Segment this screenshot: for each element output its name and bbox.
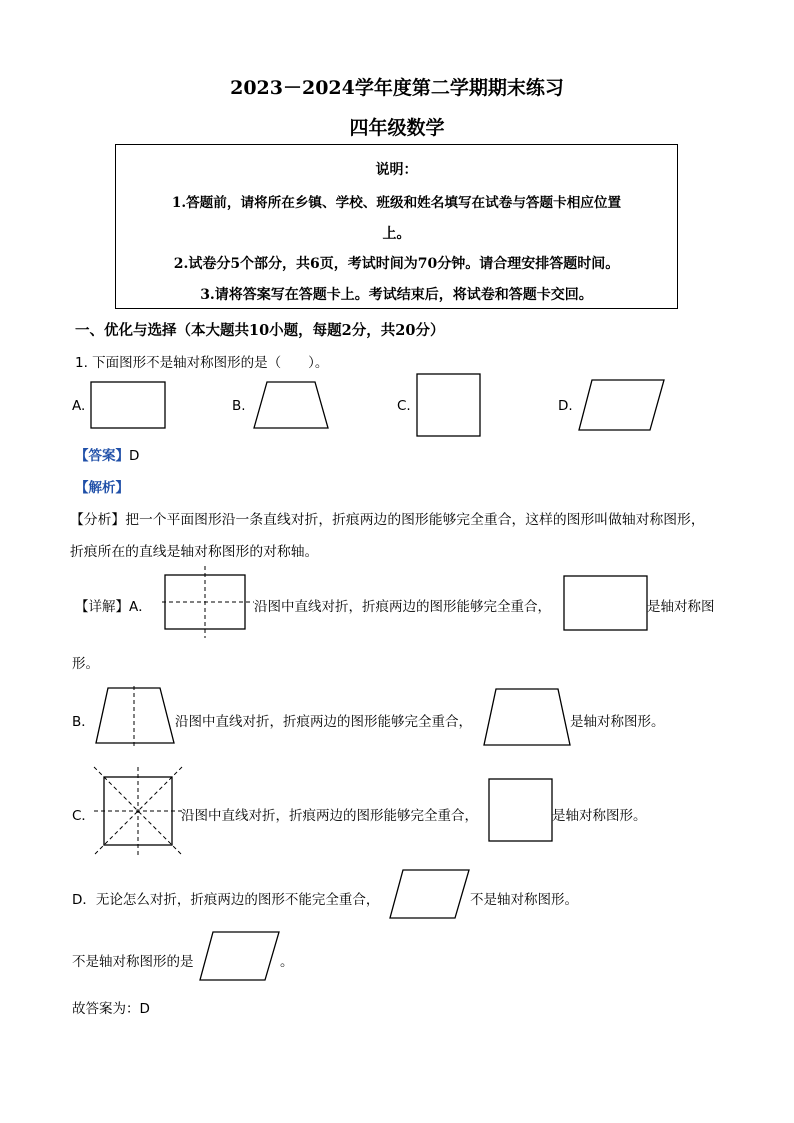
answer-line (75, 444, 139, 464)
detail-d-parallelogram (389, 868, 471, 920)
detail-d-suffix: 不是轴对称图形。 (470, 892, 578, 908)
section-heading: 一、优化与选择（本大题共10小题，每题2分，共20分） (75, 322, 445, 339)
detail-a-suffix: 是轴对称图 (647, 599, 715, 615)
conclusion-prefix: 不是轴对称图形的是 (72, 954, 194, 970)
question-stem: 1. 下面图形不是轴对称图形的是（ ）。 (75, 355, 329, 371)
final-answer: 故答案为：D (72, 1001, 150, 1017)
conclusion-parallelogram (199, 930, 281, 982)
detail-a-rectangle (563, 575, 649, 631)
option-c-square (416, 373, 482, 437)
option-a-rectangle (90, 381, 166, 429)
detail-b-suffix: 是轴对称图形。 (570, 714, 665, 730)
option-d-label: D. (558, 398, 573, 414)
instruction-2: 2.试卷分5个部分，共6页，考试时间为70分钟。请合理安排答题时间。 (173, 256, 620, 272)
answer-label: 【答案】 (75, 448, 129, 464)
analysis-text-2: 折痕所在的直线是轴对称图形的对称轴。 (70, 544, 319, 560)
detail-b-trapezoid-folded (94, 686, 176, 746)
detail-c-prefix: C． (72, 808, 95, 824)
detail-tag: 【详解】 (75, 599, 129, 615)
answer-value: D (129, 448, 140, 464)
detail-b-fold-text: 沿图中直线对折，折痕两边的图形能够完全重合， (175, 714, 472, 730)
detail-c-square-folded (94, 767, 182, 855)
detail-a-fold-text: 沿图中直线对折，折痕两边的图形能够完全重合， (254, 599, 551, 615)
option-c-label: C. (397, 398, 411, 414)
exam-subtitle: 四年级数学 (349, 117, 445, 139)
conclusion-suffix: 。 (280, 954, 294, 970)
analysis-label: 【解析】 (75, 480, 129, 496)
instructions-heading: 说明： (375, 162, 418, 178)
option-b-trapezoid (253, 381, 329, 429)
analysis-body: 把一个平面图形沿一条直线对折，折痕两边的图形能够完全重合，这样的图形叫做轴对称图形， (125, 512, 705, 528)
analysis-text (70, 508, 705, 528)
instruction-1-cont: 上。 (382, 226, 411, 242)
detail-c-suffix: 是轴对称图形。 (552, 808, 647, 824)
option-b-label: B. (232, 398, 246, 414)
option-d-parallelogram (578, 379, 666, 431)
detail-a-rectangle-folded (163, 566, 255, 638)
instructions-box (115, 144, 678, 309)
exam-title: 2023－2024学年度第二学期期末练习 (230, 77, 564, 99)
option-a-label: A. (72, 398, 86, 414)
detail-a-prefix: 【详解】A． (75, 599, 152, 615)
detail-a-suffix-2: 形。 (72, 656, 99, 672)
instruction-1: 1.答题前，请将所在乡镇、学校、班级和姓名填写在试卷与答题卡相应位置 (171, 195, 622, 211)
detail-c-square (488, 778, 554, 842)
detail-b-prefix: B． (72, 714, 95, 730)
detail-b-trapezoid (482, 687, 572, 747)
detail-d-text: D．无论怎么对折，折痕两边的图形不能完全重合， (72, 892, 380, 908)
instruction-3: 3.请将答案写在答题卡上。考试结束后，将试卷和答题卡交回。 (200, 287, 593, 303)
detail-c-fold-text: 沿图中直线对折，折痕两边的图形能够完全重合， (181, 808, 478, 824)
analysis-tag: 【分析】 (70, 512, 126, 528)
